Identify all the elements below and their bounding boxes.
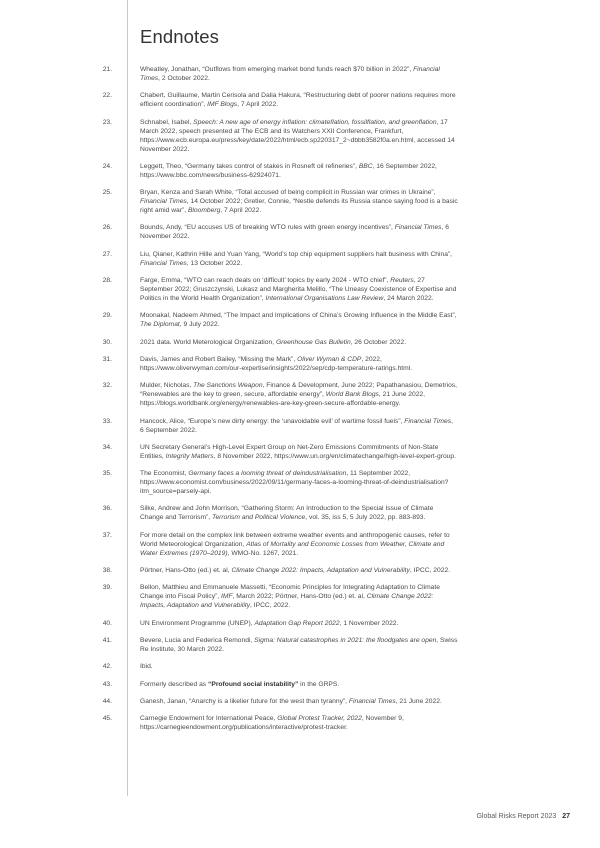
endnote-text <box>140 162 458 180</box>
endnote-item <box>0 504 600 522</box>
citation-text: Liu, Qianer, Kathrin Hille and Yuan Yang, “World’s top chip equipment suppliers halt business with China”, <box>140 250 453 258</box>
citation-text: Schnabel, Isabel, <box>140 118 194 126</box>
endnote-number: 43. <box>102 680 112 688</box>
citation-text: , 11 September 2022, https://www.economist.com/business/2022/09/11/germany-faces-a-looming-threat-of-deindustrialisation?itm_source=parsely-api. <box>140 470 449 496</box>
endnote-number: 30. <box>102 338 112 346</box>
endnote-text <box>140 583 458 610</box>
citation-text: Davis, James and Robert Bailey, “Missing the Mark”, <box>140 355 298 363</box>
citation-title: Financial Times <box>404 417 452 425</box>
endnote-text <box>140 697 458 706</box>
endnote-number: 32. <box>102 382 112 390</box>
endnote-number: 39. <box>102 584 112 592</box>
citation-text: , 26 October 2022. <box>350 338 407 346</box>
citation-title: BBC <box>358 162 373 170</box>
citation-text: Silke, Andrew and John Morrison, “Gathering Storm: An Introduction to the Special Issue of Climate Change and Terrorism”, <box>140 505 434 522</box>
citation-title: Integrity Matters <box>165 452 214 460</box>
endnote-text <box>140 338 458 347</box>
endnote-number: 31. <box>102 355 112 363</box>
citation-text: in the GRPS. <box>298 680 340 688</box>
endnote-item <box>0 223 600 241</box>
citation-text: , November 9, https://carnegieendowment.org/publications/interactive/protest-tracker. <box>140 715 404 732</box>
citation-text: , 16 September 2022, https://www.bbc.com/news/business-62924071. <box>140 162 437 179</box>
citation-title: IMF Blogs <box>207 101 238 109</box>
citation-text: , Finance & Development, June 2022; Papathanasiou, Demetrios, “Renewables are the key to green, secure, affordable energy”, <box>140 382 457 399</box>
citation-title: Adaptation Gap Report 2022 <box>254 619 340 627</box>
citation-text: Bellon, Matthieu and Emmanuele Massetti, “Economic Principles for Integrating Adaptation to Climate Change into Fiscal Policy”, <box>140 584 440 601</box>
citation-text: Ibid. <box>140 663 153 671</box>
endnote-number: 35. <box>102 470 112 478</box>
citation-text: , 1 November 2022. <box>339 619 399 627</box>
endnote-text <box>140 443 458 461</box>
endnote-text <box>140 355 458 373</box>
citation-text: , 7 April 2022. <box>220 207 262 215</box>
endnote-text <box>140 223 458 241</box>
citation-title: World Bank Blogs <box>325 391 379 399</box>
citation-title: International Organisations Law Review <box>265 295 384 303</box>
endnote-number: 44. <box>102 697 112 705</box>
endnote-number: 33. <box>102 417 112 425</box>
endnote-item <box>0 443 600 461</box>
citation-title: Terrorism and Political Violence <box>211 514 306 522</box>
citation-title: Greenhouse Gas Bulletin <box>275 338 351 346</box>
citation-title: Reuters <box>390 277 414 285</box>
endnote-number: 40. <box>102 619 112 627</box>
citation-text: Moonakal, Nadeem Ahmed, “The Impact and Implications of China’s Growing Influence in the Middle East”, <box>140 312 457 320</box>
citation-text: , 27 September 2022; Gruszczynski, Lukasz and Margherita Melillo, “The Uneasy Coexistence of Expertise and Politics in the World Health Organization”, <box>140 277 457 303</box>
endnote-number: 27. <box>102 250 112 258</box>
citation-title: Global Protest Tracker, 2022 <box>277 715 362 723</box>
citation-title: Oliver Wyman & CDP <box>297 355 362 363</box>
page-footer <box>476 813 570 820</box>
endnote-text <box>140 619 458 628</box>
endnote-item <box>0 714 600 732</box>
citation-text: , Swiss Re Institute, 30 March 2022. <box>140 636 458 653</box>
citation-text: Ganesh, Janan, “Anarchy is a likelier future for the west than tyranny”, <box>140 697 349 705</box>
endnote-item <box>0 636 600 654</box>
endnote-item <box>0 469 600 496</box>
page-number: 27 <box>562 813 570 820</box>
citation-text: , 2022, https://www.oliverwyman.com/our-expertise/insights/2022/sep/cdp-temperature-ratings.html. <box>140 355 413 372</box>
citation-text: Mulder, Nicholas, <box>140 382 194 390</box>
citation-text: Leggett, Theo, “Germany takes control of stakes in Rosneft oil refineries”, <box>140 162 359 170</box>
citation-text: , 24 March 2022. <box>383 295 434 303</box>
citation-text: Farge, Emma, “WTO can reach deals on ‘difficult’ topics by early 2024 - WTO chief”, <box>140 277 391 285</box>
citation-text: Hancock, Alice, “Europe’s new dirty energy: the ‘unavoidable evil’ of wartime fossil fuels”, <box>140 417 405 425</box>
citation-title: The Sanctions Weapon <box>193 382 263 390</box>
endnote-item <box>0 697 600 706</box>
endnote-text <box>140 662 458 671</box>
endnote-text <box>140 381 458 408</box>
citation-title: Speech: A new age of energy inflation: climateflation, fossilflation, and greenflation <box>193 118 437 126</box>
citation-title: Climate Change 2022: Impacts, Adaptation and Vulnerability <box>140 593 434 610</box>
citation-title: Atlas of Mortality and Economic Losses from Weather, Climate and Water Extremes (1970–2019) <box>140 540 445 557</box>
citation-title: IMF <box>221 593 233 601</box>
citation-title: Financial Times <box>348 697 396 705</box>
endnote-text <box>140 636 458 654</box>
endnote-text <box>140 91 458 109</box>
endnote-number: 41. <box>102 636 112 644</box>
citation-text: , 8 November 2022, https://www.un.org/en/climatechange/high-level-expert-group. <box>213 452 456 460</box>
endnote-text <box>140 188 458 215</box>
citation-title: Financial Times <box>140 198 187 206</box>
citation-text: UN Secretary General’s High-Level Expert Group on Net-Zero Emissions Commitments of Non-State Entities, <box>140 443 439 460</box>
endnote-item <box>0 355 600 373</box>
citation-text: , IPCC, 2022. <box>409 567 451 575</box>
citation-text: , 6 September 2022. <box>140 417 453 434</box>
endnote-text <box>140 417 458 435</box>
footer-report-title: Global Risks Report 2023 <box>476 813 557 820</box>
endnote-number: 29. <box>102 312 112 320</box>
citation-text: , vol. 35, iss 5, 5 July 2022, pp. 883-893. <box>305 514 426 522</box>
endnote-item <box>0 583 600 610</box>
endnote-text <box>140 531 458 558</box>
citation-text: , 9 July 2022. <box>179 321 220 329</box>
citation-text: , 21 June 2022. <box>395 697 442 705</box>
endnote-number: 26. <box>102 224 112 232</box>
citation-title: Financial Times <box>140 66 440 82</box>
endnote-item <box>0 531 600 558</box>
citation-title: The Diplomat <box>140 321 180 329</box>
citation-title: Financial Times <box>140 259 187 267</box>
citation-title: Financial Times <box>394 224 442 232</box>
endnote-text <box>140 65 458 83</box>
citation-text: , 6 November 2022. <box>140 224 449 241</box>
endnote-text <box>140 276 458 303</box>
endnote-text <box>140 680 458 689</box>
endnote-number: 34. <box>102 443 112 451</box>
endnote-item <box>0 338 600 347</box>
endnote-number: 21. <box>102 66 112 73</box>
citation-text: Bryan, Kenza and Sarah White, “Total accused of being complicit in Russian war crimes in Ukraine”, <box>140 189 436 197</box>
endnote-number: 24. <box>102 162 112 170</box>
endnote-number: 42. <box>102 663 112 671</box>
emphasis-text: “Profound social instability” <box>208 680 299 688</box>
citation-title: Climate Change 2022: Impacts, Adaptation and Vulnerability <box>231 567 410 575</box>
endnote-number: 22. <box>102 92 112 100</box>
endnotes-list <box>0 65 600 732</box>
endnote-item <box>0 250 600 268</box>
endnote-item <box>0 566 600 575</box>
citation-text: Carnegie Endowment for International Peace, <box>140 715 278 723</box>
endnote-text <box>140 504 458 522</box>
endnote-item <box>0 680 600 689</box>
endnote-number: 25. <box>102 189 112 197</box>
endnote-number: 36. <box>102 505 112 513</box>
endnote-number: 23. <box>102 118 112 126</box>
citation-title: Bloomberg <box>187 207 221 215</box>
endnote-number: 28. <box>102 277 112 285</box>
endnote-number: 37. <box>102 531 112 539</box>
citation-title: Germany faces a looming threat of deindustrialisation <box>188 470 347 478</box>
endnote-item <box>0 91 600 109</box>
citation-text: UN Environment Programme (UNEP), <box>140 619 255 627</box>
citation-text: , IPCC, 2022. <box>250 602 291 610</box>
endnote-item <box>0 276 600 303</box>
citation-text: Bounds, Andy, “EU accuses US of breaking WTO rules with green energy incentives”, <box>140 224 395 232</box>
citation-text: Pörtner, Hans-Otto (ed.) et. al, <box>140 567 232 575</box>
citation-text: For more detail on the complex link between extreme weather events and anthropogenic causes, refer to World Meteorological Organization, <box>140 531 450 548</box>
citation-text: Bevere, Lucia and Federica Remondi, <box>140 636 255 644</box>
citation-text: , 17 March 2022, speech presented at The ECB and its Watchers XXII Conference, Frankfurt, https://www.ecb.europa.eu/press/key/date/2022/html/ecb.sp220317_2~dbbb3582f0a.en.html, accessed 14 November 2022. <box>140 118 455 153</box>
citation-text: , 14 October 2022; Gretler, Connie, “Nestle defends its Russia stance saying food is a basic right amid war”, <box>140 198 458 215</box>
citation-text: , WMO-No. 1267, 2021. <box>227 549 299 557</box>
citation-text: The Economist, <box>140 470 189 478</box>
citation-text: , March 2022; Pörtner, Hans-Otto (ed.) et. al, <box>232 593 367 601</box>
endnote-text <box>140 118 458 154</box>
citation-text: , 7 April 2022. <box>237 101 279 109</box>
endnote-text <box>140 714 458 732</box>
endnote-item <box>0 162 600 180</box>
citation-text: 2021 data. World Meterological Organization, <box>140 338 276 346</box>
endnote-text <box>140 469 458 496</box>
endnote-text <box>140 311 458 329</box>
citation-text: Wheatley, Jonathan, “Outflows from emerging market bond funds reach $70 billion in 2022”, <box>140 66 414 73</box>
endnote-item <box>0 662 600 671</box>
citation-text: , 2 October 2022. <box>158 75 210 82</box>
endnote-item <box>0 65 600 83</box>
endnote-text <box>140 566 458 575</box>
page-title: Endnotes <box>140 26 219 47</box>
citation-text: Formerly described as <box>140 680 209 688</box>
endnote-number: 45. <box>102 715 112 723</box>
citation-text: , 13 October 2022. <box>186 259 243 267</box>
endnote-item <box>0 619 600 628</box>
citation-text: Chabert, Guillaume, Martin Cerisola and Dalia Hakura, “Restructuring debt of poorer nations requires more efficient coordination”, <box>140 92 456 109</box>
endnote-item <box>0 118 600 154</box>
endnote-text <box>140 250 458 268</box>
citation-title: Sigma: Natural catastrophes in 2021: the floodgates are open <box>254 636 437 644</box>
endnote-number: 38. <box>102 567 112 575</box>
endnote-item <box>0 381 600 408</box>
endnote-item <box>0 188 600 215</box>
endnote-item <box>0 417 600 435</box>
citation-text: , 21 June 2022, https://blogs.worldbank.org/energy/renewables-are-key-green-secure-affordable-energy. <box>140 391 426 408</box>
endnote-item <box>0 311 600 329</box>
